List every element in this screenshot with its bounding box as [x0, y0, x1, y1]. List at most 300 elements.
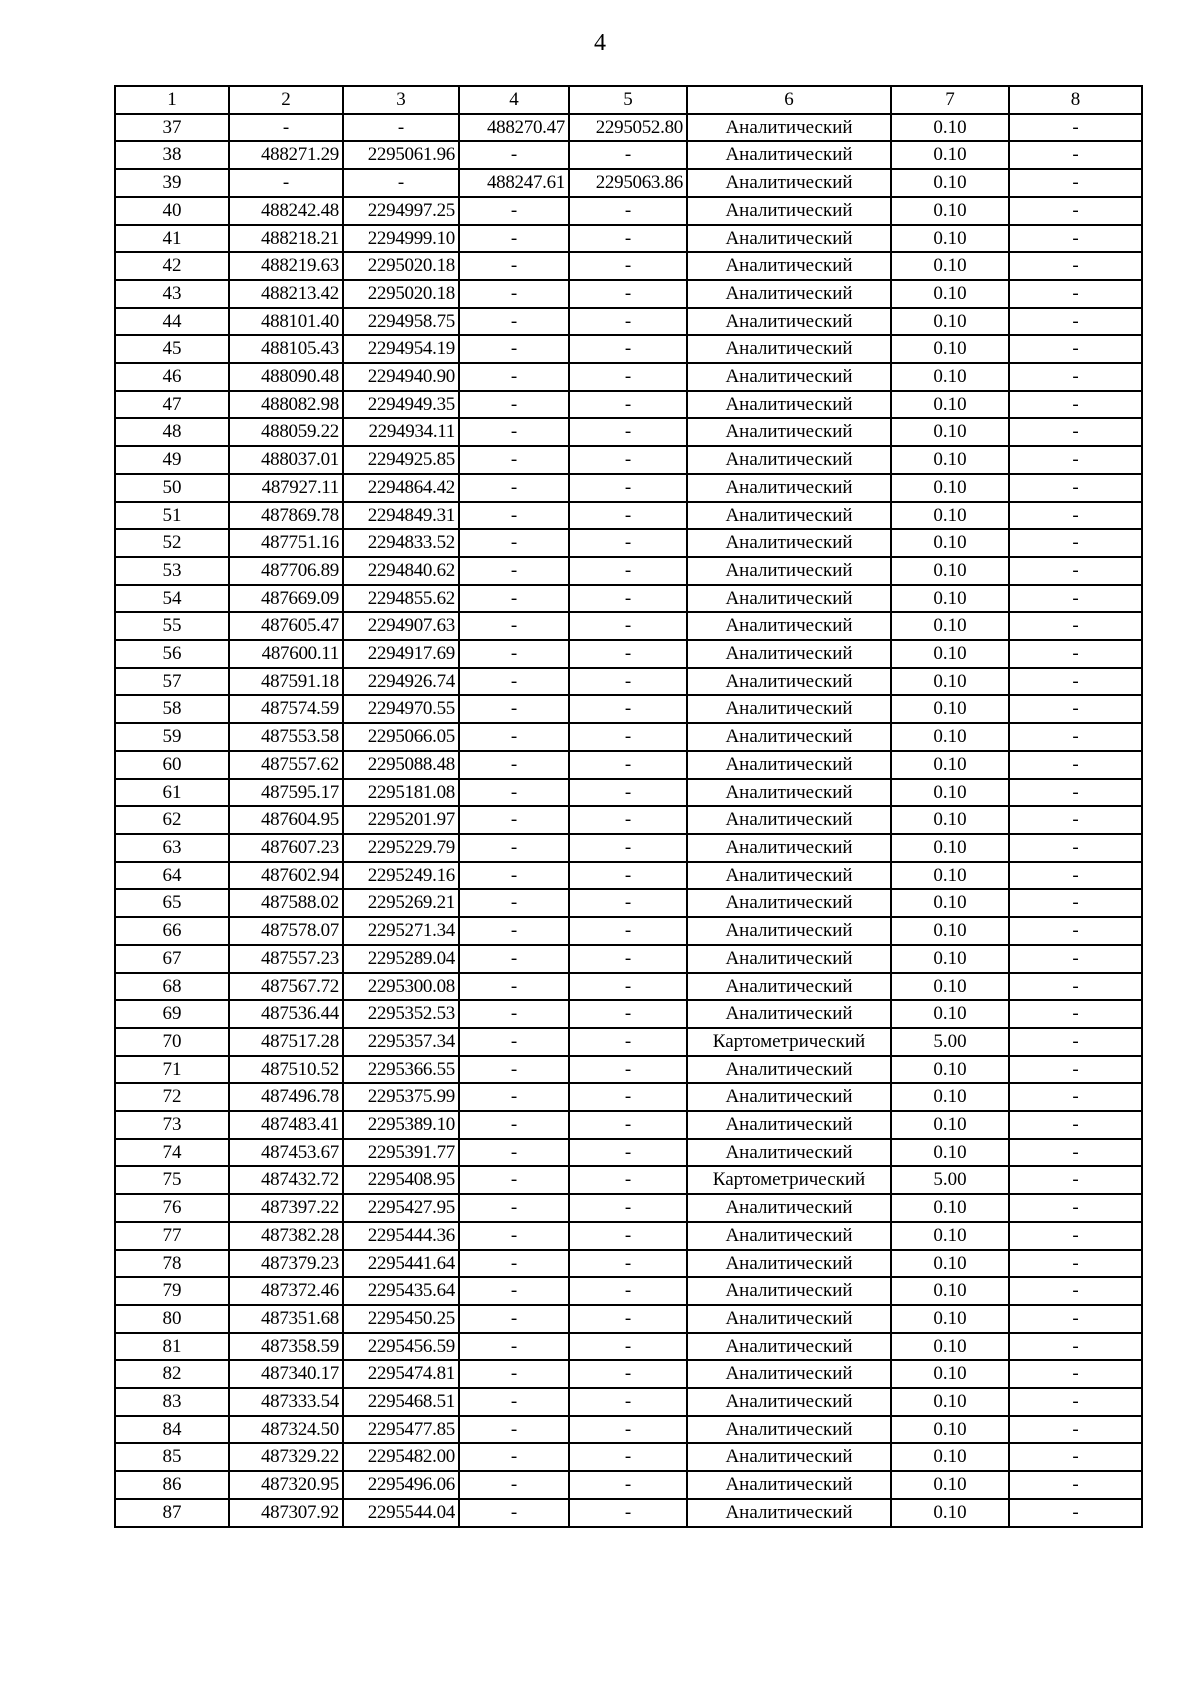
y-coord-alt-cell: -	[569, 280, 687, 308]
y-coord-cell: 2294925.85	[343, 446, 459, 474]
accuracy-cell: 0.10	[891, 1277, 1009, 1305]
x-coord-cell: 487483.41	[229, 1111, 343, 1139]
note-cell: -	[1009, 280, 1142, 308]
x-coord-alt-cell: -	[459, 557, 569, 585]
table-header-cell: 8	[1009, 86, 1142, 114]
y-coord-alt-cell: -	[569, 502, 687, 530]
accuracy-cell: 0.10	[891, 695, 1009, 723]
y-coord-alt-cell: -	[569, 529, 687, 557]
method-cell: Аналитический	[687, 418, 891, 446]
y-coord-alt-cell: -	[569, 834, 687, 862]
x-coord-alt-cell: -	[459, 917, 569, 945]
point-number-cell: 86	[115, 1471, 229, 1499]
point-number-cell: 46	[115, 363, 229, 391]
method-cell: Аналитический	[687, 779, 891, 807]
table-row	[115, 723, 1142, 751]
point-number-cell: 69	[115, 1000, 229, 1028]
point-number-cell: 49	[115, 446, 229, 474]
y-coord-cell: 2295249.16	[343, 862, 459, 890]
accuracy-cell: 0.10	[891, 640, 1009, 668]
table-row	[115, 502, 1142, 530]
method-cell: Аналитический	[687, 668, 891, 696]
table-row	[115, 114, 1142, 142]
table-row	[115, 418, 1142, 446]
y-coord-cell: 2295444.36	[343, 1222, 459, 1250]
x-coord-alt-cell: -	[459, 1056, 569, 1084]
table-row	[115, 1250, 1142, 1278]
point-number-cell: 55	[115, 612, 229, 640]
y-coord-cell: 2295020.18	[343, 280, 459, 308]
x-coord-cell: 487869.78	[229, 502, 343, 530]
x-coord-cell: 487595.17	[229, 779, 343, 807]
point-number-cell: 40	[115, 197, 229, 225]
accuracy-cell: 0.10	[891, 1333, 1009, 1361]
accuracy-cell: 0.10	[891, 1000, 1009, 1028]
x-coord-alt-cell: -	[459, 806, 569, 834]
x-coord-cell: 487358.59	[229, 1333, 343, 1361]
table-row	[115, 1416, 1142, 1444]
y-coord-alt-cell: -	[569, 474, 687, 502]
y-coord-cell: 2294840.62	[343, 557, 459, 585]
y-coord-alt-cell: -	[569, 1083, 687, 1111]
method-cell: Аналитический	[687, 945, 891, 973]
y-coord-cell: 2295229.79	[343, 834, 459, 862]
note-cell: -	[1009, 862, 1142, 890]
note-cell: -	[1009, 1111, 1142, 1139]
y-coord-alt-cell: -	[569, 751, 687, 779]
accuracy-cell: 0.10	[891, 1111, 1009, 1139]
x-coord-alt-cell: -	[459, 1277, 569, 1305]
table-row	[115, 1166, 1142, 1194]
point-number-cell: 62	[115, 806, 229, 834]
point-number-cell: 80	[115, 1305, 229, 1333]
table-header-row	[115, 86, 1142, 114]
method-cell: Аналитический	[687, 1250, 891, 1278]
note-cell: -	[1009, 640, 1142, 668]
y-coord-cell: -	[343, 114, 459, 142]
y-coord-alt-cell: -	[569, 1416, 687, 1444]
y-coord-cell: 2295391.77	[343, 1139, 459, 1167]
table-row	[115, 585, 1142, 613]
method-cell: Аналитический	[687, 695, 891, 723]
y-coord-cell: 2295474.81	[343, 1360, 459, 1388]
method-cell: Аналитический	[687, 640, 891, 668]
point-number-cell: 57	[115, 668, 229, 696]
method-cell: Аналитический	[687, 612, 891, 640]
method-cell: Аналитический	[687, 1388, 891, 1416]
table-row	[115, 1056, 1142, 1084]
note-cell: -	[1009, 695, 1142, 723]
table-row	[115, 917, 1142, 945]
x-coord-alt-cell: -	[459, 1360, 569, 1388]
table-row	[115, 1305, 1142, 1333]
note-cell: -	[1009, 391, 1142, 419]
x-coord-cell: 487927.11	[229, 474, 343, 502]
table-row	[115, 252, 1142, 280]
y-coord-alt-cell: -	[569, 585, 687, 613]
x-coord-alt-cell: -	[459, 1000, 569, 1028]
x-coord-cell: 487329.22	[229, 1443, 343, 1471]
note-cell: -	[1009, 141, 1142, 169]
page-number: 4	[594, 30, 606, 56]
y-coord-alt-cell: -	[569, 225, 687, 253]
method-cell: Аналитический	[687, 1000, 891, 1028]
point-number-cell: 77	[115, 1222, 229, 1250]
method-cell: Аналитический	[687, 1222, 891, 1250]
point-number-cell: 60	[115, 751, 229, 779]
note-cell: -	[1009, 169, 1142, 197]
table-row	[115, 1360, 1142, 1388]
y-coord-alt-cell: -	[569, 945, 687, 973]
table-row	[115, 945, 1142, 973]
x-coord-cell: 487567.72	[229, 973, 343, 1001]
point-number-cell: 87	[115, 1499, 229, 1527]
y-coord-cell: 2295375.99	[343, 1083, 459, 1111]
method-cell: Аналитический	[687, 1277, 891, 1305]
table-row	[115, 1194, 1142, 1222]
note-cell: -	[1009, 1360, 1142, 1388]
accuracy-cell: 0.10	[891, 363, 1009, 391]
point-number-cell: 74	[115, 1139, 229, 1167]
y-coord-alt-cell: -	[569, 418, 687, 446]
note-cell: -	[1009, 973, 1142, 1001]
x-coord-cell: 488218.21	[229, 225, 343, 253]
y-coord-cell: 2295456.59	[343, 1333, 459, 1361]
x-coord-alt-cell: -	[459, 197, 569, 225]
y-coord-cell: 2294864.42	[343, 474, 459, 502]
table-row	[115, 1083, 1142, 1111]
table-row	[115, 446, 1142, 474]
note-cell: -	[1009, 114, 1142, 142]
x-coord-alt-cell: -	[459, 225, 569, 253]
x-coord-cell: 487510.52	[229, 1056, 343, 1084]
y-coord-alt-cell: -	[569, 1000, 687, 1028]
accuracy-cell: 0.10	[891, 252, 1009, 280]
y-coord-alt-cell: -	[569, 446, 687, 474]
accuracy-cell: 0.10	[891, 1471, 1009, 1499]
y-coord-alt-cell: -	[569, 806, 687, 834]
y-coord-alt-cell: -	[569, 1499, 687, 1527]
x-coord-alt-cell: 488270.47	[459, 114, 569, 142]
x-coord-alt-cell: -	[459, 1333, 569, 1361]
table-row	[115, 141, 1142, 169]
point-number-cell: 51	[115, 502, 229, 530]
table-row	[115, 806, 1142, 834]
y-coord-alt-cell: -	[569, 1250, 687, 1278]
y-coord-alt-cell: -	[569, 695, 687, 723]
accuracy-cell: 0.10	[891, 945, 1009, 973]
method-cell: Аналитический	[687, 751, 891, 779]
y-coord-alt-cell: -	[569, 335, 687, 363]
point-number-cell: 37	[115, 114, 229, 142]
accuracy-cell: 0.10	[891, 1194, 1009, 1222]
note-cell: -	[1009, 529, 1142, 557]
y-coord-cell: 2295289.04	[343, 945, 459, 973]
accuracy-cell: 0.10	[891, 114, 1009, 142]
y-coord-alt-cell: -	[569, 1028, 687, 1056]
method-cell: Аналитический	[687, 1111, 891, 1139]
table-row	[115, 889, 1142, 917]
y-coord-cell: 2294934.11	[343, 418, 459, 446]
y-coord-alt-cell: -	[569, 141, 687, 169]
y-coord-cell: 2295066.05	[343, 723, 459, 751]
point-number-cell: 52	[115, 529, 229, 557]
point-number-cell: 59	[115, 723, 229, 751]
y-coord-cell: 2295357.34	[343, 1028, 459, 1056]
table-row	[115, 1277, 1142, 1305]
y-coord-cell: 2295271.34	[343, 917, 459, 945]
method-cell: Аналитический	[687, 1333, 891, 1361]
table-header-cell: 5	[569, 86, 687, 114]
y-coord-cell: 2295269.21	[343, 889, 459, 917]
accuracy-cell: 0.10	[891, 806, 1009, 834]
point-number-cell: 73	[115, 1111, 229, 1139]
note-cell: -	[1009, 1388, 1142, 1416]
x-coord-cell: 487379.23	[229, 1250, 343, 1278]
accuracy-cell: 0.10	[891, 751, 1009, 779]
y-coord-alt-cell: -	[569, 779, 687, 807]
point-number-cell: 75	[115, 1166, 229, 1194]
point-number-cell: 53	[115, 557, 229, 585]
note-cell: -	[1009, 225, 1142, 253]
method-cell: Аналитический	[687, 1499, 891, 1527]
y-coord-alt-cell: -	[569, 308, 687, 336]
table-row	[115, 1471, 1142, 1499]
method-cell: Аналитический	[687, 806, 891, 834]
note-cell: -	[1009, 1333, 1142, 1361]
y-coord-alt-cell: -	[569, 1443, 687, 1471]
point-number-cell: 65	[115, 889, 229, 917]
accuracy-cell: 0.10	[891, 668, 1009, 696]
x-coord-cell: 487600.11	[229, 640, 343, 668]
accuracy-cell: 0.10	[891, 225, 1009, 253]
y-coord-alt-cell: -	[569, 557, 687, 585]
note-cell: -	[1009, 889, 1142, 917]
method-cell: Картометрический	[687, 1166, 891, 1194]
y-coord-cell: 2295300.08	[343, 973, 459, 1001]
method-cell: Аналитический	[687, 529, 891, 557]
y-coord-alt-cell: -	[569, 391, 687, 419]
table-row	[115, 1111, 1142, 1139]
table-header-cell: 3	[343, 86, 459, 114]
x-coord-alt-cell: -	[459, 363, 569, 391]
x-coord-cell: 488242.48	[229, 197, 343, 225]
method-cell: Аналитический	[687, 585, 891, 613]
note-cell: -	[1009, 945, 1142, 973]
x-coord-cell: 487578.07	[229, 917, 343, 945]
method-cell: Аналитический	[687, 1360, 891, 1388]
point-number-cell: 72	[115, 1083, 229, 1111]
point-number-cell: 78	[115, 1250, 229, 1278]
x-coord-cell: 487605.47	[229, 612, 343, 640]
y-coord-alt-cell: -	[569, 1222, 687, 1250]
method-cell: Аналитический	[687, 834, 891, 862]
y-coord-alt-cell: -	[569, 252, 687, 280]
table-row	[115, 668, 1142, 696]
accuracy-cell: 0.10	[891, 889, 1009, 917]
method-cell: Аналитический	[687, 862, 891, 890]
note-cell: -	[1009, 197, 1142, 225]
y-coord-cell: 2295061.96	[343, 141, 459, 169]
point-number-cell: 42	[115, 252, 229, 280]
x-coord-cell: 487453.67	[229, 1139, 343, 1167]
point-number-cell: 79	[115, 1277, 229, 1305]
y-coord-cell: 2294926.74	[343, 668, 459, 696]
x-coord-alt-cell: -	[459, 308, 569, 336]
y-coord-cell: 2295435.64	[343, 1277, 459, 1305]
y-coord-cell: 2295441.64	[343, 1250, 459, 1278]
x-coord-cell: 487536.44	[229, 1000, 343, 1028]
y-coord-alt-cell: -	[569, 889, 687, 917]
y-coord-cell: 2294940.90	[343, 363, 459, 391]
x-coord-alt-cell: -	[459, 1388, 569, 1416]
x-coord-cell: 488059.22	[229, 418, 343, 446]
table-row	[115, 640, 1142, 668]
method-cell: Аналитический	[687, 280, 891, 308]
accuracy-cell: 0.10	[891, 1499, 1009, 1527]
x-coord-alt-cell: -	[459, 945, 569, 973]
x-coord-cell: 487706.89	[229, 557, 343, 585]
x-coord-cell: 488090.48	[229, 363, 343, 391]
note-cell: -	[1009, 1416, 1142, 1444]
y-coord-alt-cell: -	[569, 1111, 687, 1139]
table-row	[115, 751, 1142, 779]
table-header-cell: 4	[459, 86, 569, 114]
table-row	[115, 363, 1142, 391]
y-coord-alt-cell: -	[569, 1471, 687, 1499]
y-coord-cell: 2294997.25	[343, 197, 459, 225]
accuracy-cell: 0.10	[891, 141, 1009, 169]
y-coord-alt-cell: -	[569, 917, 687, 945]
x-coord-alt-cell: -	[459, 335, 569, 363]
note-cell: -	[1009, 1000, 1142, 1028]
point-number-cell: 67	[115, 945, 229, 973]
y-coord-alt-cell: -	[569, 668, 687, 696]
point-number-cell: 70	[115, 1028, 229, 1056]
accuracy-cell: 0.10	[891, 612, 1009, 640]
method-cell: Аналитический	[687, 308, 891, 336]
accuracy-cell: 0.10	[891, 169, 1009, 197]
y-coord-alt-cell: -	[569, 973, 687, 1001]
x-coord-alt-cell: -	[459, 862, 569, 890]
x-coord-alt-cell: -	[459, 1305, 569, 1333]
point-number-cell: 58	[115, 695, 229, 723]
x-coord-cell: 487574.59	[229, 695, 343, 723]
table-row	[115, 1443, 1142, 1471]
point-number-cell: 50	[115, 474, 229, 502]
y-coord-cell: 2294954.19	[343, 335, 459, 363]
table-row	[115, 1000, 1142, 1028]
x-coord-alt-cell: -	[459, 391, 569, 419]
accuracy-cell: 0.10	[891, 1139, 1009, 1167]
method-cell: Аналитический	[687, 225, 891, 253]
accuracy-cell: 0.10	[891, 197, 1009, 225]
note-cell: -	[1009, 1056, 1142, 1084]
table-row	[115, 779, 1142, 807]
method-cell: Аналитический	[687, 1056, 891, 1084]
y-coord-alt-cell: -	[569, 1166, 687, 1194]
table-row	[115, 1028, 1142, 1056]
y-coord-alt-cell: -	[569, 1056, 687, 1084]
y-coord-cell: 2295389.10	[343, 1111, 459, 1139]
accuracy-cell: 0.10	[891, 391, 1009, 419]
y-coord-cell: 2295201.97	[343, 806, 459, 834]
method-cell: Аналитический	[687, 446, 891, 474]
y-coord-alt-cell: -	[569, 862, 687, 890]
accuracy-cell: 0.10	[891, 834, 1009, 862]
method-cell: Аналитический	[687, 1443, 891, 1471]
x-coord-cell: 487751.16	[229, 529, 343, 557]
table-row	[115, 973, 1142, 1001]
x-coord-alt-cell: -	[459, 889, 569, 917]
note-cell: -	[1009, 335, 1142, 363]
accuracy-cell: 0.10	[891, 1443, 1009, 1471]
x-coord-alt-cell: -	[459, 695, 569, 723]
table-row	[115, 280, 1142, 308]
note-cell: -	[1009, 1028, 1142, 1056]
y-coord-alt-cell: -	[569, 1194, 687, 1222]
y-coord-alt-cell: -	[569, 363, 687, 391]
accuracy-cell: 0.10	[891, 973, 1009, 1001]
note-cell: -	[1009, 502, 1142, 530]
accuracy-cell: 0.10	[891, 1416, 1009, 1444]
table-row	[115, 335, 1142, 363]
y-coord-cell: 2294949.35	[343, 391, 459, 419]
x-coord-alt-cell: -	[459, 834, 569, 862]
method-cell: Аналитический	[687, 169, 891, 197]
x-coord-alt-cell: -	[459, 1194, 569, 1222]
method-cell: Аналитический	[687, 1305, 891, 1333]
x-coord-alt-cell: -	[459, 612, 569, 640]
y-coord-alt-cell: -	[569, 723, 687, 751]
y-coord-cell: 2294958.75	[343, 308, 459, 336]
y-coord-cell: 2294855.62	[343, 585, 459, 613]
point-number-cell: 83	[115, 1388, 229, 1416]
x-coord-cell: 488105.43	[229, 335, 343, 363]
table-row	[115, 1388, 1142, 1416]
coordinates-table	[114, 85, 1143, 1528]
y-coord-cell: 2295352.53	[343, 1000, 459, 1028]
x-coord-alt-cell: -	[459, 723, 569, 751]
x-coord-alt-cell: -	[459, 1416, 569, 1444]
x-coord-cell: 487602.94	[229, 862, 343, 890]
x-coord-cell: -	[229, 114, 343, 142]
y-coord-alt-cell: 2295052.80	[569, 114, 687, 142]
y-coord-cell: 2294917.69	[343, 640, 459, 668]
accuracy-cell: 0.10	[891, 529, 1009, 557]
x-coord-cell: 487604.95	[229, 806, 343, 834]
x-coord-alt-cell: -	[459, 640, 569, 668]
y-coord-cell: 2295088.48	[343, 751, 459, 779]
method-cell: Аналитический	[687, 502, 891, 530]
y-coord-cell: 2295468.51	[343, 1388, 459, 1416]
method-cell: Аналитический	[687, 197, 891, 225]
accuracy-cell: 0.10	[891, 557, 1009, 585]
x-coord-alt-cell: -	[459, 502, 569, 530]
x-coord-alt-cell: -	[459, 668, 569, 696]
y-coord-cell: 2295366.55	[343, 1056, 459, 1084]
accuracy-cell: 5.00	[891, 1166, 1009, 1194]
accuracy-cell: 5.00	[891, 1028, 1009, 1056]
x-coord-cell: 488082.98	[229, 391, 343, 419]
table-row	[115, 474, 1142, 502]
method-cell: Аналитический	[687, 973, 891, 1001]
method-cell: Аналитический	[687, 141, 891, 169]
method-cell: Аналитический	[687, 363, 891, 391]
x-coord-alt-cell: -	[459, 973, 569, 1001]
y-coord-cell: 2295427.95	[343, 1194, 459, 1222]
point-number-cell: 44	[115, 308, 229, 336]
